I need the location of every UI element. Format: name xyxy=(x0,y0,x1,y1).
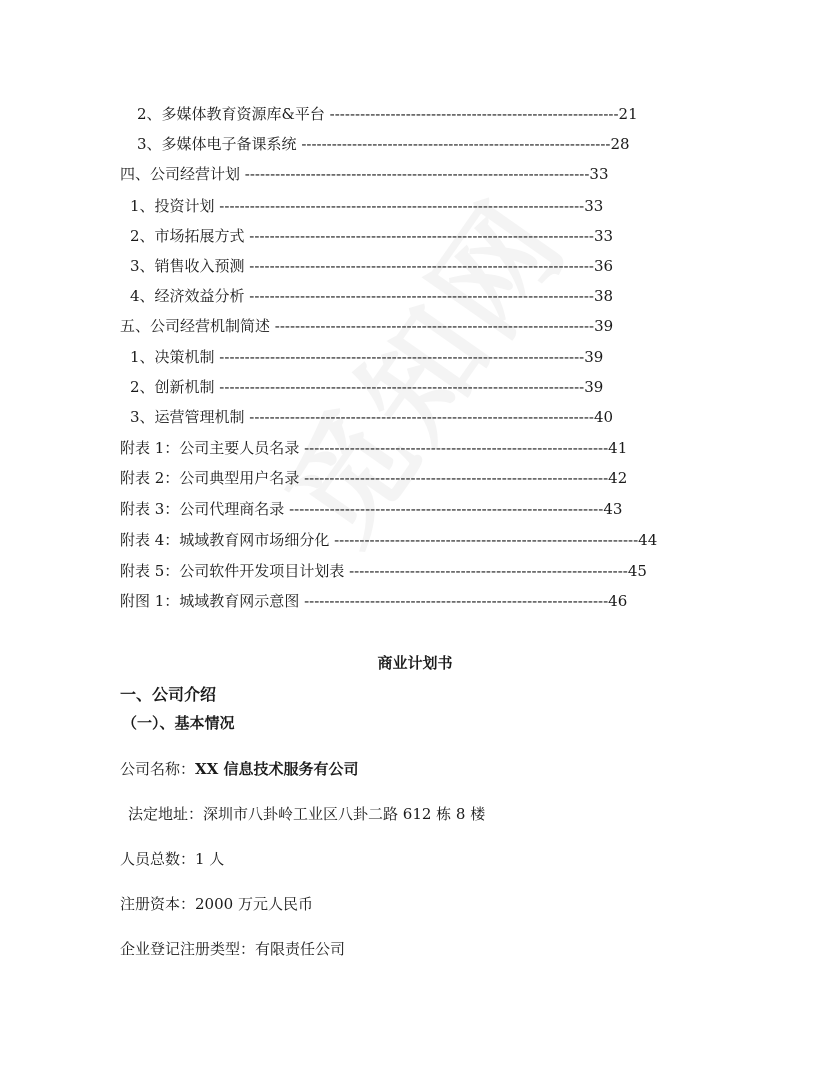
toc-line[interactable]: 2、多媒体教育资源库&平台 ---------------------------------------------------------21 xyxy=(137,105,638,123)
section-heading: 一、公司介绍 xyxy=(120,685,217,704)
toc-line[interactable]: 3、销售收入预测 --------------------------------------------------------------------36 xyxy=(130,257,614,275)
company-name-value: XX 信息技术服务有公司 xyxy=(195,760,359,778)
staff-row: 人员总数：1 人 xyxy=(120,850,225,868)
toc-line[interactable]: 3、运营管理机制 --------------------------------------------------------------------40 xyxy=(130,408,614,426)
document-title: 商业计划书 xyxy=(377,654,453,672)
toc-line[interactable]: 附表 1：公司主要人员名录 ------------------------------------------------------------41 xyxy=(120,439,628,457)
toc-line[interactable]: 附表 5：公司软件开发项目计划表 -------------------------------------------------------45 xyxy=(120,562,647,580)
company-name-row xyxy=(120,758,359,780)
subsection-heading: （一）、基本情况 xyxy=(122,714,235,732)
toc-line[interactable]: 附表 3：公司代理商名录 --------------------------------------------------------------43 xyxy=(120,500,623,518)
toc-line[interactable]: 四、公司经营计划 --------------------------------------------------------------------33 xyxy=(120,165,609,183)
toc-line[interactable]: 3、多媒体电子备课系统 -------------------------------------------------------------28 xyxy=(137,135,630,153)
toc-line[interactable]: 附图 1：城域教育网示意图 ------------------------------------------------------------46 xyxy=(120,592,628,610)
capital-row: 注册资本：2000 万元人民币 xyxy=(120,895,313,913)
address-row: 法定地址：深圳市八卦岭工业区八卦二路 612 栋 8 楼 xyxy=(128,805,486,823)
company-name-label: 公司名称： xyxy=(120,760,196,778)
toc-line[interactable]: 附表 4：城域教育网市场细分化 ------------------------------------------------------------44 xyxy=(120,531,658,549)
toc-line[interactable]: 2、市场拓展方式 --------------------------------------------------------------------33 xyxy=(130,227,614,245)
toc-line[interactable]: 五、公司经营机制简述 ---------------------------------------------------------------39 xyxy=(120,317,614,335)
toc-line[interactable]: 2、创新机制 ------------------------------------------------------------------------39 xyxy=(130,378,604,396)
toc-line[interactable]: 1、决策机制 ------------------------------------------------------------------------39 xyxy=(130,348,604,366)
toc-line[interactable]: 4、经济效益分析 --------------------------------------------------------------------38 xyxy=(130,287,614,305)
type-row: 企业登记注册类型：有限责任公司 xyxy=(120,940,346,958)
toc-line[interactable]: 附表 2：公司典型用户名录 ------------------------------------------------------------42 xyxy=(120,469,628,487)
toc-line[interactable]: 1、投资计划 ------------------------------------------------------------------------33 xyxy=(130,197,604,215)
